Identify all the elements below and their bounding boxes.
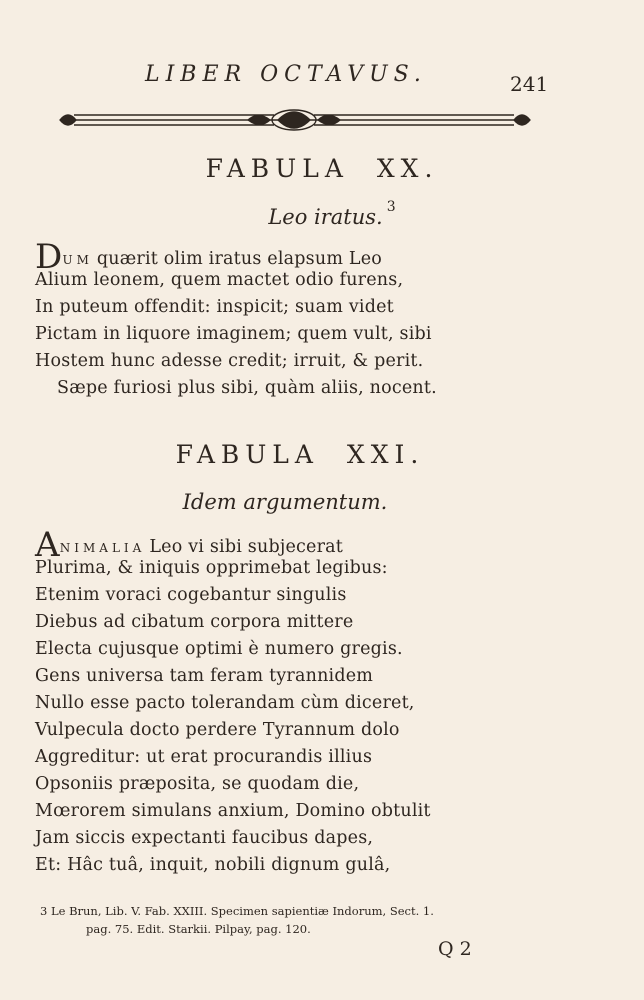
verse-line: Pictam in liquore imaginem; quem vult, sibi [35,324,432,344]
footnote-reference: 3 [386,199,396,215]
drop-cap: D [35,237,63,277]
verse-line-text: Leo vi sibi subjecerat [149,537,344,557]
verse-line: Mœrorem simulans anxium, Domino obtulit [35,801,431,821]
fable-20-subtitle-text: Leo iratus. [268,205,383,229]
fable-21-subtitle: Idem argumentum. [182,490,388,514]
verse-moral-line: Sæpe furiosi plus sibi, quàm aliis, nocent. [57,378,437,398]
verse-line: Gens universa tam feram tyrannidem [35,666,374,686]
verse-line: Aggreditur: ut erat procurandis illius [35,747,373,767]
verse-line: Electa cujusque optimi è numero gregis. [35,639,403,659]
footnote-line: 3 Le Brun, Lib. V. Fab. XXIII. Specimen sapientiæ Indorum, Sect. 1. [40,904,434,918]
verse-line: Etenim voraci cogebantur singulis [35,585,347,605]
verse-line [35,525,455,565]
signature-mark: Q 2 [438,938,472,960]
fable-21-verse [35,525,455,879]
verse-line: Et: Hâc tuâ, inquit, nobili dignum gulâ, [35,855,391,875]
small-caps-word: UM [62,253,93,267]
decorative-rule-ornament [52,103,536,137]
page-number: 241 [510,72,549,96]
verse-line: Jam siccis expectanti faucibus dapes, [35,828,374,848]
verse-line: Opsoniis præposita, se quodam die, [35,774,360,794]
verse-line: Alium leonem, quem mactet odio furens, [35,270,404,290]
verse-line: Vulpecula docto perdere Tyrannum dolo [35,720,400,740]
running-head: LIBER OCTAVUS. [145,62,427,87]
verse-line: Diebus ad cibatum corpora mittere [35,612,354,632]
verse-line-text: quærit olim iratus elapsum Leo [96,249,382,269]
verse-line [35,237,455,277]
footnote [40,902,600,938]
small-caps-word: NIMALIA [59,541,146,555]
fable-20-title: FABULA XX. [205,154,439,183]
fable-20-verse [35,237,455,402]
drop-cap: A [35,525,60,565]
verse-line: Plurima, & iniquis opprimebat legibus: [35,558,388,578]
verse-line: Nullo esse pacto tolerandam cùm diceret, [35,693,415,713]
fable-21-title: FABULA XXI. [175,440,425,469]
fable-20-subtitle [10,199,644,229]
verse-line: In puteum offendit: inspicit; suam videt [35,297,394,317]
verse-line: Hostem hunc adesse credit; irruit, & perit. [35,351,424,371]
footnote-line: pag. 75. Edit. Starkii. Pilpay, pag. 120. [86,922,311,936]
